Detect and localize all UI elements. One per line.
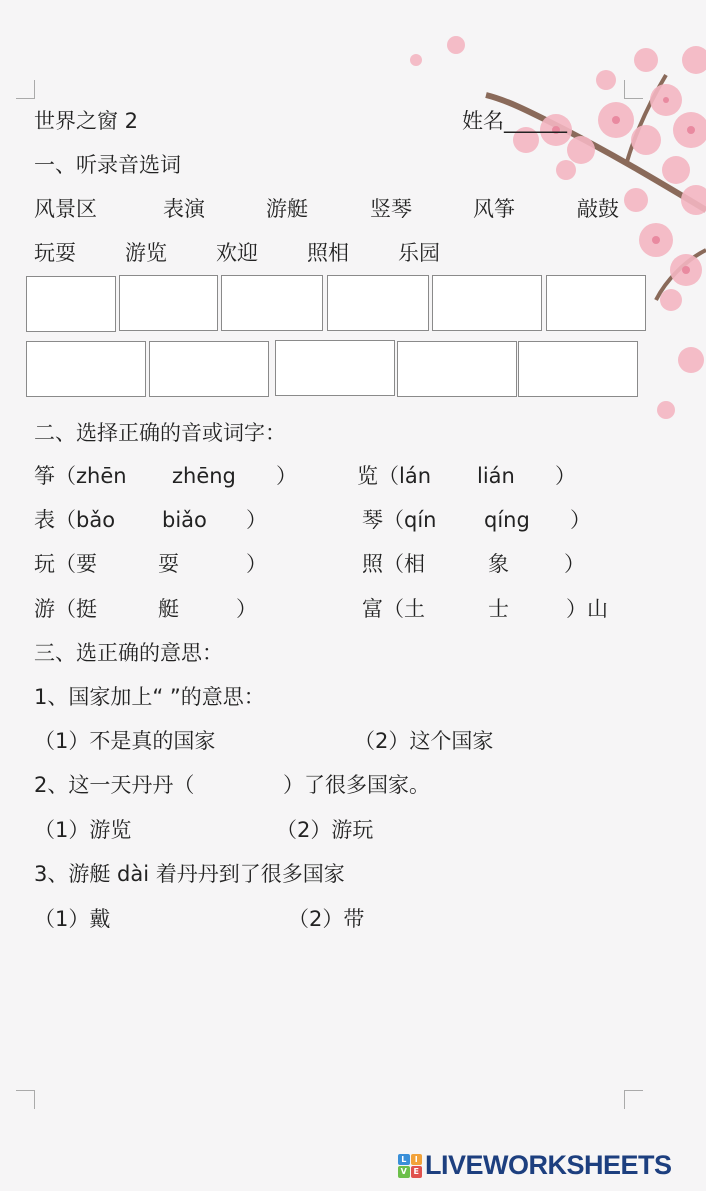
question-1-option-2[interactable]: （2）这个国家 — [354, 729, 494, 753]
choice-close: ）山 — [566, 597, 608, 621]
answer-box[interactable] — [518, 341, 638, 397]
question-3-option-2[interactable]: （2）带 — [288, 907, 365, 931]
corner-mark-bottom-left — [16, 1090, 35, 1109]
name-field-label: 姓名______ — [462, 109, 567, 133]
section2-heading: 二、选择正确的音或词字： — [34, 421, 286, 445]
choice-option[interactable]: biǎo — [162, 508, 207, 532]
corner-mark-top-right — [624, 80, 643, 99]
answer-box[interactable] — [327, 275, 429, 331]
choice-close: ） — [555, 464, 576, 488]
question-3-option-1[interactable]: （1）戴 — [34, 907, 111, 931]
choice-option[interactable]: 士 — [488, 597, 509, 621]
section1-heading: 一、听录音选词 — [34, 153, 181, 177]
answer-box[interactable] — [432, 275, 542, 331]
answer-box[interactable] — [149, 341, 269, 397]
brand-name: LIVEWORKSHEETS — [425, 1150, 672, 1180]
choice-close: ） — [236, 597, 257, 621]
choice-close: ） — [276, 464, 297, 488]
choice-option[interactable]: zhēng — [172, 464, 236, 488]
question-1: 1、国家加上“ ”的意思： — [34, 685, 265, 709]
answer-box[interactable] — [275, 340, 395, 396]
logo-letter: L — [398, 1154, 410, 1166]
corner-mark-top-left — [16, 80, 35, 99]
choice-option[interactable]: 象 — [488, 552, 509, 576]
answer-box[interactable] — [397, 341, 517, 397]
word-bank-item: 乐园 — [398, 241, 440, 265]
answer-box[interactable] — [26, 276, 116, 332]
choice-item: 玩（要 — [34, 552, 97, 576]
word-bank-item: 欢迎 — [216, 241, 258, 265]
word-bank-item: 游艇 — [266, 197, 308, 221]
word-bank-item: 表演 — [163, 197, 205, 221]
choice-close: ） — [564, 552, 585, 576]
choice-option[interactable]: qíng — [484, 508, 530, 532]
section3-heading: 三、选正确的意思： — [34, 641, 223, 665]
worksheet-title: 世界之窗 2 — [34, 109, 139, 133]
word-bank-item: 玩耍 — [34, 241, 76, 265]
answer-box[interactable] — [221, 275, 323, 331]
word-bank-item: 风筝 — [473, 197, 515, 221]
corner-mark-bottom-right — [624, 1090, 643, 1109]
question-2: 2、这一天丹丹（ — [34, 773, 195, 797]
logo-letter: E — [411, 1166, 423, 1178]
choice-item: 览（lán — [357, 464, 432, 488]
word-bank-item: 照相 — [307, 241, 349, 265]
answer-box[interactable] — [26, 341, 146, 397]
choice-item: 照（相 — [362, 552, 425, 576]
question-2-option-1[interactable]: （1）游览 — [34, 818, 132, 842]
choice-option[interactable]: 耍 — [158, 552, 179, 576]
choice-close: ） — [246, 552, 267, 576]
choice-option[interactable]: lián — [477, 464, 515, 488]
question-3: 3、游艇 dài 着丹丹到了很多国家 — [34, 862, 345, 886]
liveworksheets-logo — [398, 1150, 672, 1181]
logo-letter: V — [398, 1166, 410, 1178]
question-2-end: ）了很多国家。 — [283, 773, 430, 797]
answer-box[interactable] — [119, 275, 218, 331]
question-1-option-1[interactable]: （1）不是真的国家 — [34, 729, 216, 753]
liveworksheets-logo-icon — [398, 1154, 422, 1178]
answer-box[interactable] — [546, 275, 646, 331]
choice-item: 富（土 — [362, 597, 425, 621]
choice-option[interactable]: 艇 — [158, 597, 179, 621]
choice-item: 游（挺 — [34, 597, 97, 621]
choice-close: ） — [246, 508, 267, 532]
word-bank-item: 游览 — [125, 241, 167, 265]
word-bank-item: 竖琴 — [370, 197, 412, 221]
word-bank-item: 风景区 — [34, 197, 97, 221]
logo-letter: I — [411, 1154, 423, 1166]
word-bank-item: 敲鼓 — [577, 197, 619, 221]
choice-item: 筝（zhēn — [34, 464, 127, 488]
question-2-option-2[interactable]: （2）游玩 — [276, 818, 374, 842]
choice-item: 表（bǎo — [34, 508, 116, 532]
choice-close: ） — [570, 508, 591, 532]
choice-item: 琴（qín — [362, 508, 437, 532]
